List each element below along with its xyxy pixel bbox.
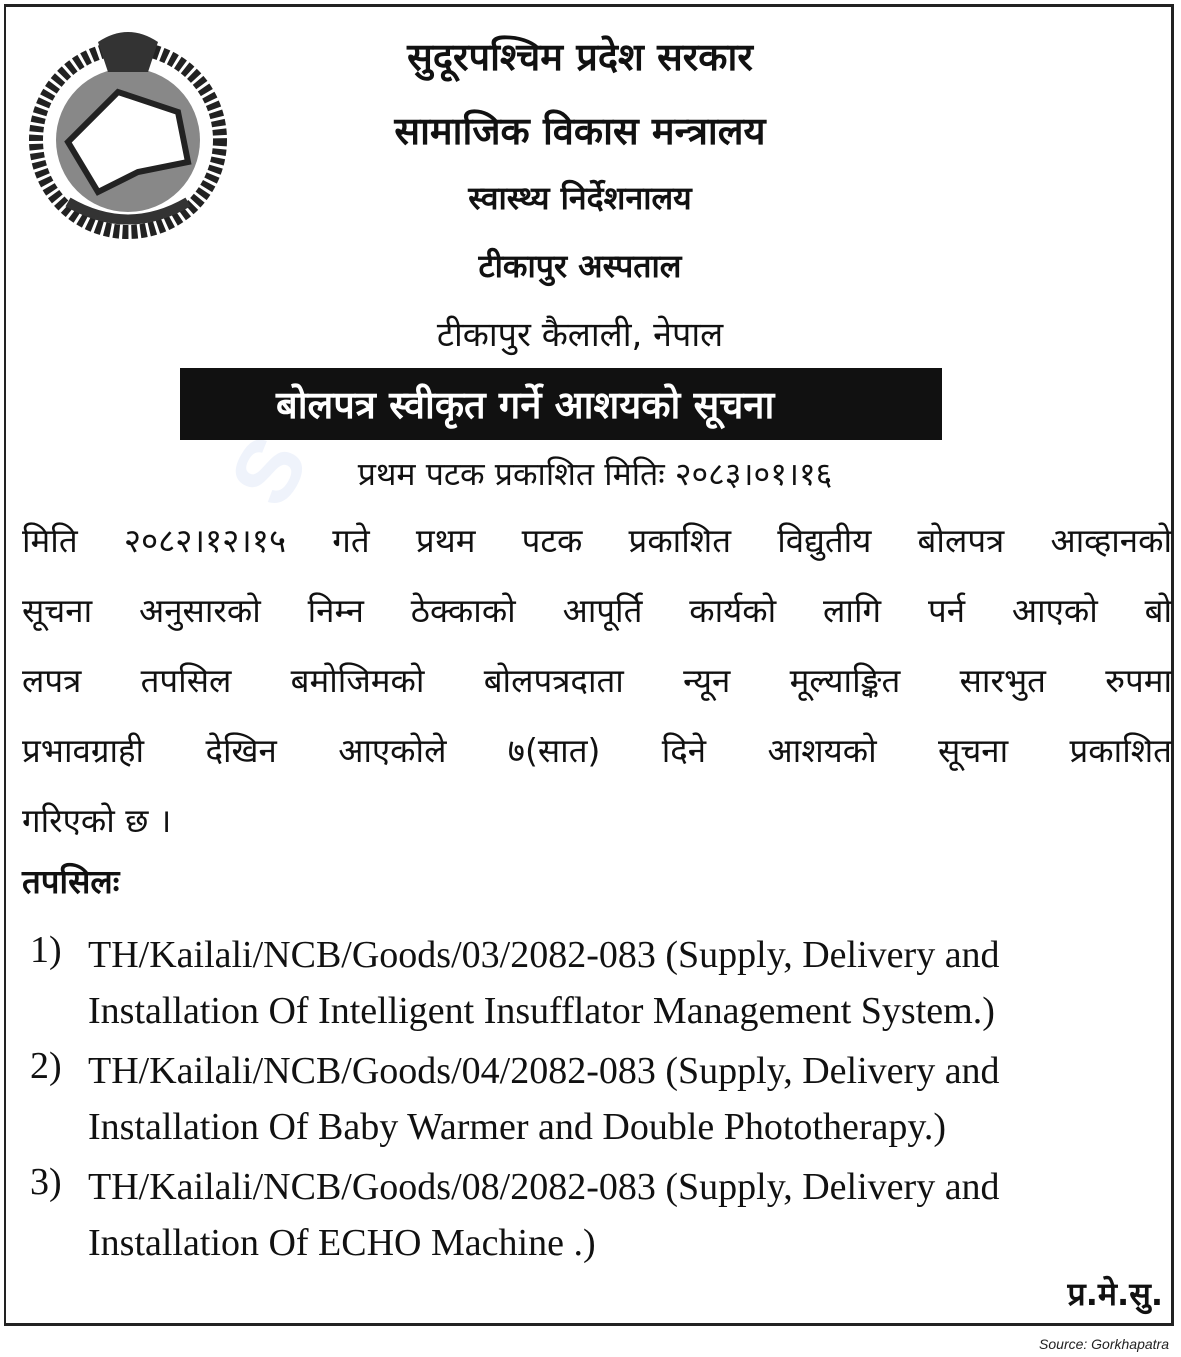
directorate-name: स्वास्थ्य निर्देशनालय bbox=[468, 179, 692, 217]
list-item bbox=[30, 928, 1160, 1040]
item-description: Installation Of Baby Warmer and Double Phototherapy.) bbox=[88, 1106, 947, 1148]
hospital-name: टीकापुर अस्पताल bbox=[478, 247, 682, 285]
body-line: सूचना अनुसारको निम्न ठेक्काको आपूर्ति कार्यको लागि पर्न आएको बो bbox=[22, 591, 1172, 630]
notice-title-banner bbox=[180, 368, 942, 440]
item-number: 1) bbox=[30, 929, 62, 971]
details-heading: तपसिलः bbox=[22, 862, 120, 901]
item-number: 2) bbox=[30, 1045, 62, 1087]
item-number: 3) bbox=[30, 1161, 62, 1203]
notice-title: बोलपत्र स्वीकृत गर्ने आशयको सूचना bbox=[276, 383, 775, 427]
body-line: मिति २०८२।१२।१५ गते प्रथम पटक प्रकाशित विद्युतीय बोलपत्र आव्हानको bbox=[22, 521, 1172, 560]
item-description: Installation Of ECHO Machine .) bbox=[88, 1222, 596, 1264]
publish-date: प्रथम पटक प्रकाशित मितिः २०८३।०१।१६ bbox=[357, 455, 833, 493]
item-description: Installation Of Intelligent Insufflator Management System.) bbox=[88, 990, 995, 1032]
list-item bbox=[30, 1160, 1160, 1272]
item-reference: TH/Kailali/NCB/Goods/04/2082-083 (Supply, Delivery and bbox=[88, 1050, 1000, 1092]
nepal-government-emblem-icon bbox=[28, 22, 228, 242]
list-item bbox=[30, 1044, 1160, 1156]
source-credit: Source: Gorkhapatra bbox=[1039, 1336, 1169, 1352]
ministry-name: सामाजिक विकास मन्त्रालय bbox=[394, 109, 766, 153]
body-line: गरिएको छ । bbox=[22, 801, 172, 840]
item-reference: TH/Kailali/NCB/Goods/08/2082-083 (Supply, Delivery and bbox=[88, 1166, 1000, 1208]
government-name: सुदूरपश्चिम प्रदेश सरकार bbox=[407, 35, 753, 79]
item-reference: TH/Kailali/NCB/Goods/03/2082-083 (Supply, Delivery and bbox=[88, 934, 1000, 976]
contract-list bbox=[30, 928, 1160, 1276]
body-line: प्रभावग्राही देखिन आएकोले ७(सात) दिने आशयको सूचना प्रकाशित bbox=[22, 731, 1172, 770]
hospital-address: टीकापुर कैलाली, नेपाल bbox=[436, 315, 724, 355]
watermark: S bbox=[211, 420, 328, 523]
body-line: लपत्र तपसिल बमोजिमको बोलपत्रदाता न्यून मूल्याङ्कित सारभुत रुपमा bbox=[22, 661, 1172, 700]
notice-body bbox=[22, 512, 1172, 862]
signature: प्र.मे.सु. bbox=[1067, 1275, 1163, 1313]
